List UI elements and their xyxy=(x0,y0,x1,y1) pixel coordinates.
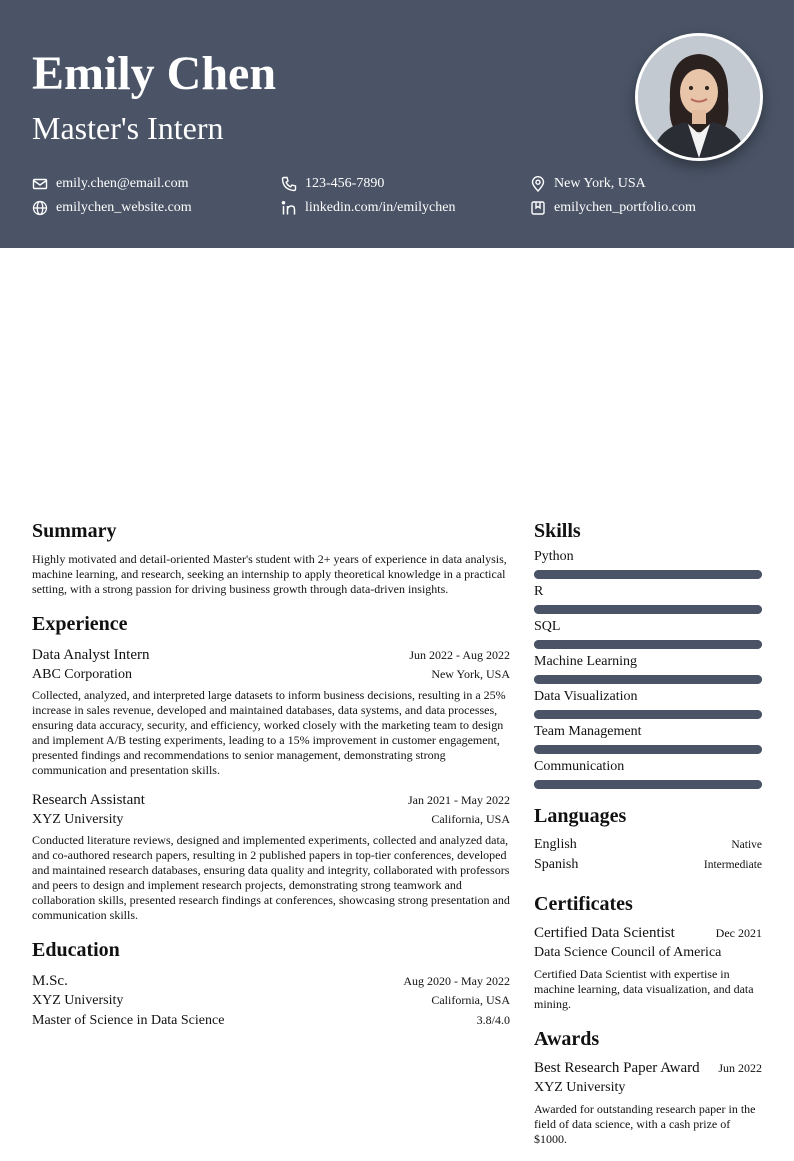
award-issuer: XYZ University xyxy=(534,1080,626,1095)
skill-level-fill xyxy=(534,570,762,579)
experience-section xyxy=(32,611,510,923)
languages-heading: Languages xyxy=(534,805,627,827)
summary-text: Highly motivated and detail-oriented Master's student with 2+ years of experience in data analysis, machine learning, and research, seeking an internship to apply theoretical knowledge in a practical setting, with a strong passion for driving business growth through data-driven insights. xyxy=(32,552,507,596)
language-name: Spanish xyxy=(534,857,579,872)
contact-portfolio-text: emilychen_portfolio.com xyxy=(554,200,696,215)
skill-level-fill xyxy=(534,675,762,684)
contact-email[interactable] xyxy=(32,174,189,194)
linkedin-icon xyxy=(281,200,297,216)
summary-heading: Summary xyxy=(32,520,117,542)
experience-location: California, USA xyxy=(431,812,510,826)
education-field: Master of Science in Data Science xyxy=(32,1013,225,1028)
experience-role: Data Analyst Intern xyxy=(32,647,150,663)
right-column xyxy=(534,518,762,1161)
education-location: California, USA xyxy=(431,993,510,1007)
award-description: Awarded for outstanding research paper in the field of data science, with a cash prize of $1000. xyxy=(534,1102,756,1146)
experience-heading: Experience xyxy=(32,613,128,635)
experience-org: ABC Corporation xyxy=(32,667,132,682)
globe-icon xyxy=(32,200,48,216)
skill-level-bar xyxy=(534,710,762,719)
awards-heading: Awards xyxy=(534,1028,600,1050)
skill-level-fill xyxy=(534,640,762,649)
contact-list xyxy=(32,174,772,222)
skill-item xyxy=(534,758,762,789)
skill-level-fill xyxy=(534,745,762,754)
mail-icon xyxy=(32,176,48,192)
location-pin-icon xyxy=(530,176,546,192)
skill-name: SQL xyxy=(534,619,561,634)
experience-description: Collected, analyzed, and interpreted large datasets to inform business decisions, resulting in a 25% increase in sales revenue, developed and maintained databases, data systems, and data processes, ensuring data accuracy, security, and efficiency, worked closely with the marketing team to design and implement A/B testing experiments, leading to a 15% improvement in customer engagement, presented findings and recommendations to senior management, demonstrating strong communication and presentation skills. xyxy=(32,688,506,777)
contact-linkedin[interactable] xyxy=(281,198,455,218)
contact-portfolio[interactable] xyxy=(530,198,696,218)
skill-level-bar xyxy=(534,675,762,684)
language-level: Intermediate xyxy=(703,859,762,871)
contact-website-text: emilychen_website.com xyxy=(56,200,192,215)
experience-dates: Jun 2022 - Aug 2022 xyxy=(409,648,510,662)
languages-section xyxy=(534,803,762,875)
candidate-name: Emily Chen xyxy=(32,47,277,100)
experience-entry xyxy=(32,790,510,923)
skill-name: R xyxy=(534,584,544,599)
portfolio-icon xyxy=(530,200,546,216)
certificate-name: Certified Data Scientist xyxy=(534,925,675,941)
skill-item xyxy=(534,583,762,614)
experience-role: Research Assistant xyxy=(32,792,145,808)
skill-name: Data Visualization xyxy=(534,689,638,704)
skills-list xyxy=(534,548,762,789)
contact-phone[interactable] xyxy=(281,174,384,194)
skill-level-bar xyxy=(534,570,762,579)
language-item xyxy=(534,855,762,875)
phone-icon xyxy=(281,176,297,192)
skill-level-fill xyxy=(534,710,762,719)
skill-item xyxy=(534,653,762,684)
certificates-heading: Certificates xyxy=(534,893,633,915)
education-entry xyxy=(32,971,510,1031)
language-level: Native xyxy=(731,839,762,851)
language-name: English xyxy=(534,837,577,852)
skill-level-bar xyxy=(534,745,762,754)
contact-email-text: emily.chen@email.com xyxy=(56,176,189,191)
summary-section xyxy=(32,518,510,597)
education-section xyxy=(32,937,510,1031)
education-dates: Aug 2020 - May 2022 xyxy=(403,974,510,988)
education-heading: Education xyxy=(32,939,120,961)
skill-item xyxy=(534,723,762,754)
skill-level-bar xyxy=(534,640,762,649)
education-degree: M.Sc. xyxy=(32,973,68,989)
skill-name: Communication xyxy=(534,759,625,774)
education-school: XYZ University xyxy=(32,993,124,1008)
certificates-section xyxy=(534,891,762,1012)
contact-website[interactable] xyxy=(32,198,192,218)
resume-header xyxy=(0,0,794,248)
skill-level-bar xyxy=(534,605,762,614)
certificate-description: Certified Data Scientist with expertise in machine learning, data visualization, and data mining. xyxy=(534,967,754,1011)
experience-entry xyxy=(32,645,510,778)
skill-name: Team Management xyxy=(534,724,642,739)
skill-item xyxy=(534,618,762,649)
contact-location-text: New York, USA xyxy=(554,176,646,191)
experience-location: New York, USA xyxy=(431,667,510,681)
skill-name: Machine Learning xyxy=(534,654,638,669)
skill-item xyxy=(534,688,762,719)
education-gpa: 3.8/4.0 xyxy=(476,1013,510,1027)
award-date: Jun 2022 xyxy=(718,1061,762,1075)
contact-location xyxy=(530,174,646,194)
awards-section xyxy=(534,1026,762,1147)
skill-item xyxy=(534,548,762,579)
profile-photo xyxy=(635,33,763,161)
contact-linkedin-text: linkedin.com/in/emilychen xyxy=(305,200,456,215)
certificate-date: Dec 2021 xyxy=(715,926,762,940)
skill-name: Python xyxy=(534,549,574,564)
certificate-issuer: Data Science Council of America xyxy=(534,945,722,960)
language-item xyxy=(534,835,762,855)
experience-org: XYZ University xyxy=(32,812,124,827)
skill-level-fill xyxy=(534,780,762,789)
candidate-title: Master's Intern xyxy=(32,110,224,146)
left-column xyxy=(32,518,510,1045)
contact-phone-text: 123-456-7890 xyxy=(305,176,385,191)
experience-description: Conducted literature reviews, designed and implemented experiments, collected and analyzed data, and co-authored research papers, resulting in 2 published papers in top-tier conferences, developed and maintained research databases, ensuring data quality and integrity, collaborated with professors and peers to design and implement research projects, demonstrating strong teamwork and collaboration skills, presented research findings at conferences, showcasing strong presentation and communication skills. xyxy=(32,833,510,922)
experience-dates: Jan 2021 - May 2022 xyxy=(408,793,510,807)
skills-section xyxy=(534,518,762,789)
skill-level-fill xyxy=(534,605,762,614)
award-name: Best Research Paper Award xyxy=(534,1060,700,1076)
skill-level-bar xyxy=(534,780,762,789)
skills-heading: Skills xyxy=(534,520,581,542)
